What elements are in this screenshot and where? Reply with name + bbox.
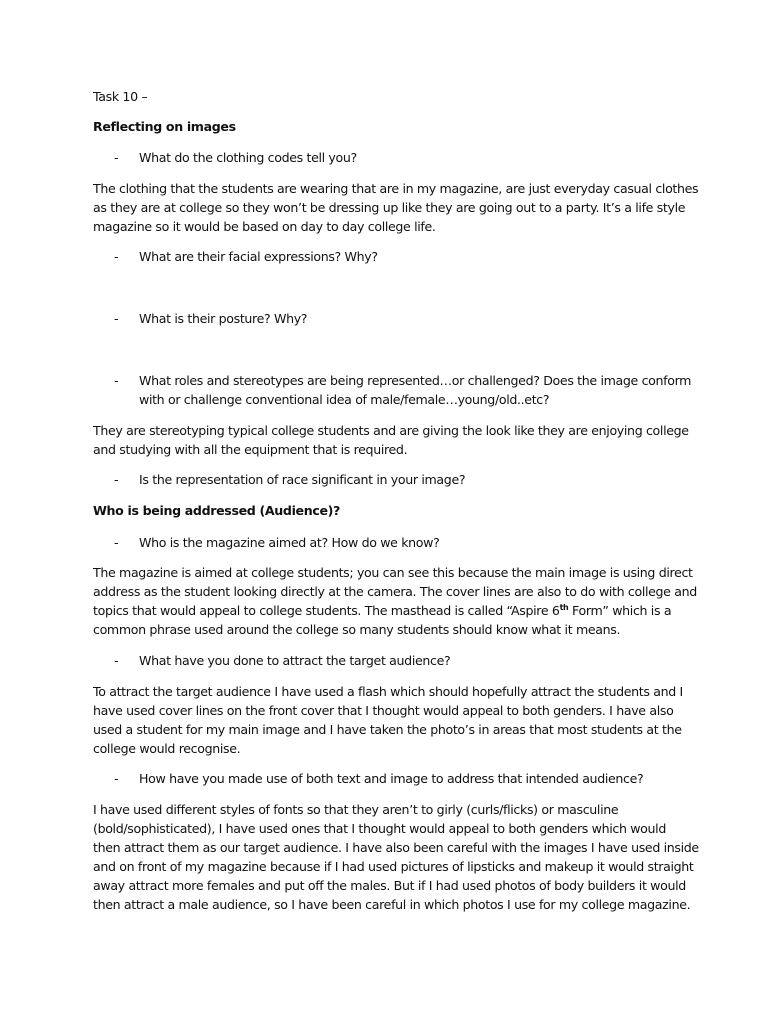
list-dash: - (114, 472, 119, 487)
answer-aimed-line: common phrase used around the college so many students should know what it means. (93, 622, 621, 637)
question-text: What roles and stereotypes are being represented…or challenged? Does the image conform (139, 373, 692, 388)
answer-roles-line: They are stereotyping typical college students and are giving the look like they are enjoying college (93, 423, 689, 438)
answer-clothing-line: as they are at college so they won’t be dressing up like they are going out to a party. It’s a life style (93, 200, 686, 215)
heading-audience: Who is being addressed (Audience)? (93, 503, 341, 518)
answer-attract-line: used a student for my main image and I have taken the photo’s in areas that most students at the (93, 722, 682, 737)
heading-reflecting-on-images: Reflecting on images (93, 119, 236, 134)
list-dash: - (114, 311, 119, 326)
answer-roles-line: and studying with all the equipment that is required. (93, 442, 408, 457)
answer-aimed-text: Form” which is a (568, 603, 672, 618)
question-text: How have you made use of both text and image to address that intended audience? (139, 771, 644, 786)
list-dash: - (114, 535, 119, 550)
question-text: What is their posture? Why? (139, 311, 308, 326)
answer-aimed-text: topics that would appeal to college students. The masthead is called “Aspire 6 (93, 603, 560, 618)
list-dash: - (114, 373, 119, 388)
question-text: Who is the magazine aimed at? How do we know? (139, 535, 440, 550)
list-dash: - (114, 653, 119, 668)
answer-text-image-line: and on front of my magazine because if I had used pictures of lipsticks and makeup it would straight (93, 859, 694, 874)
answer-attract-line: college would recognise. (93, 741, 241, 756)
question-text: with or challenge conventional idea of male/female…young/old..etc? (139, 392, 550, 407)
list-dash: - (114, 249, 119, 264)
answer-aimed-line (93, 601, 671, 620)
answer-text-image-line: then attract them as our target audience. I have also been careful with the images I have used inside (93, 840, 699, 855)
answer-attract-line: have used cover lines on the front cover that I thought would appeal to both genders. I have also (93, 703, 674, 718)
answer-aimed-line: address as the student looking directly at the camera. The cover lines are also to do with college and (93, 584, 697, 599)
answer-clothing-line: magazine so it would be based on day to day college life. (93, 219, 436, 234)
answer-text-image-line: then attract a male audience, so I have been careful in which photos I use for my college magazine. (93, 897, 691, 912)
question-text: Is the representation of race significant in your image? (139, 472, 466, 487)
answer-aimed-line: The magazine is aimed at college students; you can see this because the main image is using direct (93, 565, 693, 580)
question-text: What are their facial expressions? Why? (139, 249, 378, 264)
answer-text-image-line: away attract more females and put off the males. But if I had used photos of body builders it would (93, 878, 686, 893)
answer-text-image-line: (bold/sophisticated), I have used ones that I thought would appeal to both genders which would (93, 821, 666, 836)
question-text: What have you done to attract the target audience? (139, 653, 451, 668)
answer-attract-line: To attract the target audience I have used a flash which should hopefully attract the students and I (93, 684, 683, 699)
list-dash: - (114, 771, 119, 786)
answer-text-image-line: I have used different styles of fonts so that they aren’t to girly (curls/flicks) or masculine (93, 802, 619, 817)
answer-clothing-line: The clothing that the students are wearing that are in my magazine, are just everyday casual clothes (93, 181, 699, 196)
task-title: Task 10 – (93, 89, 148, 104)
question-text: What do the clothing codes tell you? (139, 150, 357, 165)
superscript-th: th (559, 603, 569, 612)
list-dash: - (114, 150, 119, 165)
